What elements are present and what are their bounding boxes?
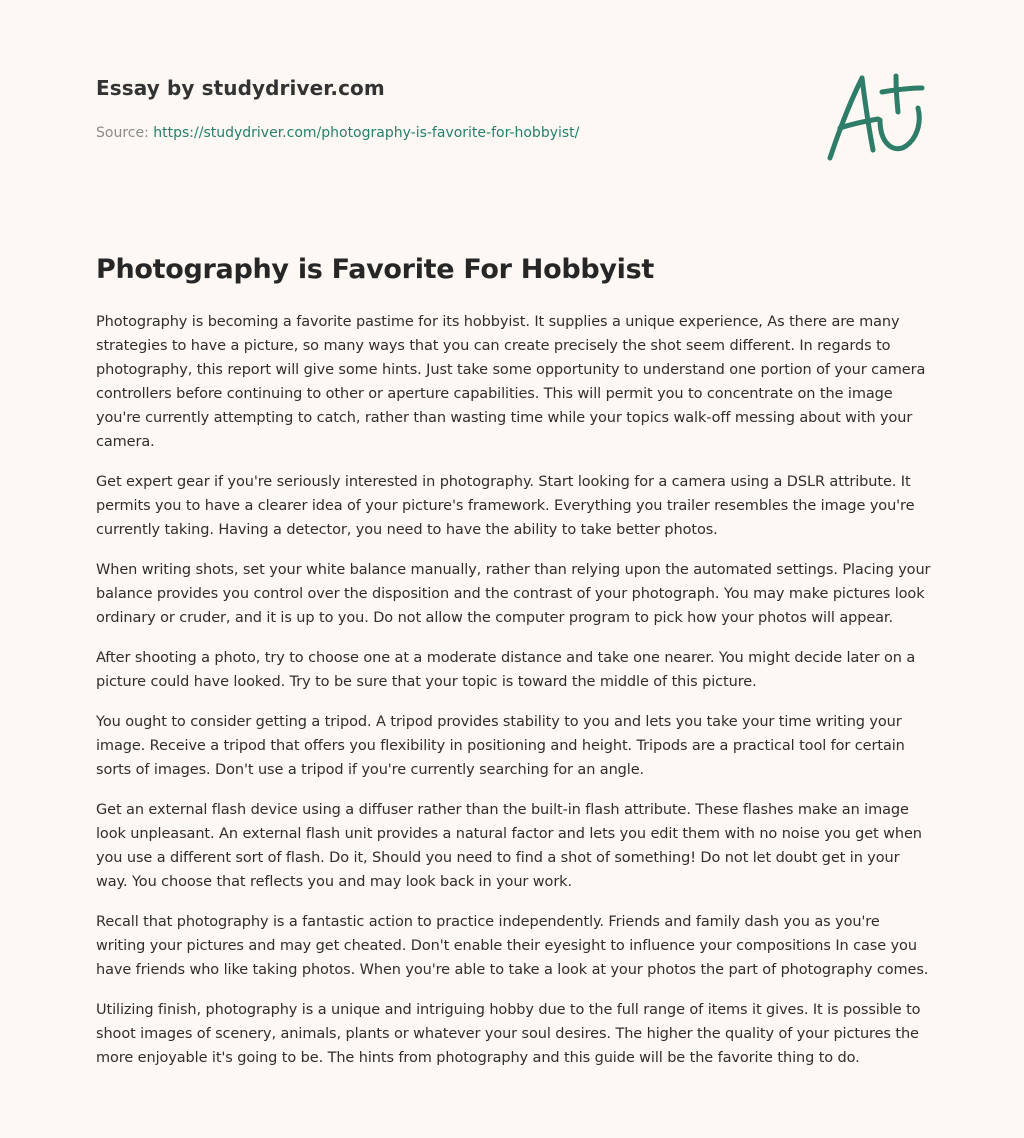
- source-label: Source:: [96, 125, 149, 141]
- essay-paragraph: You ought to consider getting a tripod. A tripod provides stability to you and lets you take your time writing your image. Receive a tripod that offers you flexibility in positioning and height. Tripods are a practical tool for certain sorts of images. Don't use a tripod if you're currently searching for an angle.: [96, 714, 905, 778]
- a-plus-grade-icon: [818, 66, 930, 166]
- essay-body: [96, 254, 932, 1086]
- header: [96, 76, 736, 141]
- essay-paragraph: Photography is becoming a favorite pastime for its hobbyist. It supplies a unique experience, As there are many strategies to have a picture, so many ways that you can create precisely the shot seem different. In regards to photography, this report will give some hints. Just take some opportunity to understand one portion of your camera controllers before continuing to other or aperture capabilities. This will permit you to concentrate on the image you're currently attempting to catch, rather than wasting time while your topics walk-off messing about with your camera.: [96, 314, 926, 450]
- source-line: [96, 125, 736, 141]
- essay-paragraph: When writing shots, set your white balance manually, rather than relying upon the automated settings. Placing your balance provides you control over the disposition and the contrast of your photograph. You may make pictures look ordinary or cruder, and it is up to you. Do not allow the computer program to pick how your photos will appear.: [96, 562, 931, 626]
- brand-title: Essay by studydriver.com: [96, 76, 385, 100]
- essay-paragraph: Get expert gear if you're seriously interested in photography. Start looking for a camera using a DSLR attribute. It permits you to have a clearer idea of your picture's framework. Everything you trailer resembles the image you're currently taking. Having a detector, you need to have the ability to take better photos.: [96, 474, 915, 538]
- essay-paragraph: Get an external flash device using a diffuser rather than the built-in flash attribute. These flashes make an image look unpleasant. An external flash unit provides a natural factor and lets you edit them with no noise you get when you use a different sort of flash. Do it, Should you need to find a shot of something! Do not let doubt get in your way. You choose that reflects you and may look back in your work.: [96, 802, 922, 890]
- essay-paragraph: Recall that photography is a fantastic action to practice independently. Friends and family dash you as you're writing your pictures and may get cheated. Don't enable their eyesight to influence your compositions In case you have friends who like taking photos. When you're able to take a look at your photos the part of photography comes.: [96, 914, 929, 978]
- essay-paragraph: Utilizing finish, photography is a unique and intriguing hobby due to the full range of items it gives. It is possible to shoot images of scenery, animals, plants or whatever your soul desires. The higher the quality of your pictures the more enjoyable it's going to be. The hints from photography and this guide will be the favorite thing to do.: [96, 1002, 921, 1066]
- essay-paragraph: After shooting a photo, try to choose one at a moderate distance and take one nearer. You might decide later on a picture could have looked. Try to be sure that your topic is toward the middle of this picture.: [96, 650, 916, 690]
- essay-title: Photography is Favorite For Hobbyist: [96, 254, 655, 285]
- source-link[interactable]: https://studydriver.com/photography-is-favorite-for-hobbyist/: [153, 125, 580, 141]
